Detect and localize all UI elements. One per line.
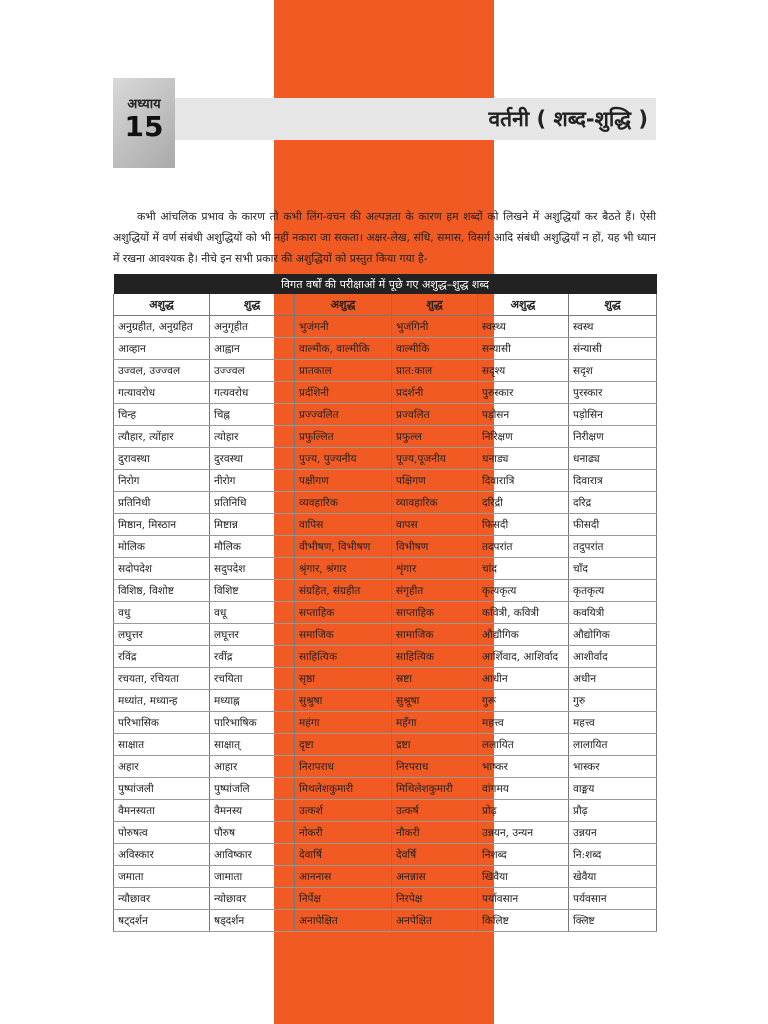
correct-word-cell: कवयित्री <box>569 602 657 624</box>
incorrect-word-cell: वापिस <box>295 514 392 536</box>
incorrect-word-cell: मिष्ठान, मिस्ठान <box>114 514 210 536</box>
incorrect-word-cell: भाष्कर <box>478 756 569 778</box>
correct-word-cell: अनपेक्षित <box>392 910 478 932</box>
incorrect-word-cell: मध्यांत, मध्यान्ह <box>114 690 210 712</box>
incorrect-word-cell: प्रोढ़ <box>478 800 569 822</box>
correct-word-cell: वैमनस्य <box>210 800 295 822</box>
column-header-correct: शुद्ध <box>569 294 657 316</box>
correct-word-cell: फीसदी <box>569 514 657 536</box>
incorrect-word-cell: सुश्रुषा <box>295 690 392 712</box>
table-row <box>114 668 657 690</box>
incorrect-word-cell: गुरू <box>478 690 569 712</box>
incorrect-word-cell: नोकरी <box>295 822 392 844</box>
correct-word-cell: निरीक्षण <box>569 426 657 448</box>
table-body <box>114 316 657 932</box>
correct-word-cell: वाल्मीकि <box>392 338 478 360</box>
table-row <box>114 712 657 734</box>
correct-word-cell: पर्यवसान <box>569 888 657 910</box>
incorrect-word-cell: निशब्द <box>478 844 569 866</box>
correct-word-cell: भास्कर <box>569 756 657 778</box>
correct-word-cell: सुश्रूषा <box>392 690 478 712</box>
correct-word-cell: तदुपरांत <box>569 536 657 558</box>
table-row <box>114 492 657 514</box>
incorrect-word-cell: आर्शिवाद, आशिर्वाद <box>478 646 569 668</box>
correct-word-cell: व्यावहारिक <box>392 492 478 514</box>
correct-word-cell: खेवैया <box>569 866 657 888</box>
correct-word-cell: आह्वान <box>210 338 295 360</box>
incorrect-word-cell: वैमनस्यता <box>114 800 210 822</box>
correct-word-cell: गुरु <box>569 690 657 712</box>
correct-word-cell: वापस <box>392 514 478 536</box>
incorrect-word-cell: ललायित <box>478 734 569 756</box>
intro-text: कभी आंचलिक प्रभाव के कारण तो कभी लिंग-वचन की अल्पज्ञता के कारण हम शब्दों को लिखने में अशुद्धियाँ कर बैठते हैं। ऐसी अशुद्धियों में वर्ण संबंधी अशुद्धियों को भी नहीं नकारा जा सकता। अक्षर-लेख, संधि, समास, विसर्ग आदि संबंधी अशुद्धियाँ न हों, यह भी ध्यान में रखना आवश्यक है। नीचे इन सभी प्रकार की अशुद्धियों को प्रस्तुत किया गया है- <box>113 210 656 265</box>
incorrect-word-cell: प्रर्दशिनी <box>295 382 392 404</box>
incorrect-word-cell: रविंद्र <box>114 646 210 668</box>
table-row <box>114 888 657 910</box>
table-row <box>114 360 657 382</box>
incorrect-word-cell: निरोग <box>114 470 210 492</box>
incorrect-word-cell: अनापेक्षित <box>295 910 392 932</box>
correct-word-cell: भुजंगिनी <box>392 316 478 338</box>
incorrect-word-cell: गत्यावरोध <box>114 382 210 404</box>
correct-word-cell: उत्कर्ष <box>392 800 478 822</box>
table-header-row <box>114 294 657 316</box>
incorrect-word-cell: सदोपदेश <box>114 558 210 580</box>
correct-word-cell: साक्षात् <box>210 734 295 756</box>
incorrect-word-cell: सन्यासी <box>478 338 569 360</box>
correct-word-cell: प्रज्वलित <box>392 404 478 426</box>
incorrect-word-cell: विशिष्ठ, विशोष्ट <box>114 580 210 602</box>
table-row <box>114 800 657 822</box>
table-row <box>114 580 657 602</box>
correct-word-cell: चिह्न <box>210 404 295 426</box>
correct-word-cell: निरपराध <box>392 756 478 778</box>
incorrect-word-cell: वीभीषण, विभीषण <box>295 536 392 558</box>
table-caption: विगत वर्षों की परीक्षाओं में पूछे गए अशुद्ध–शुद्ध शब्द <box>114 274 657 294</box>
incorrect-word-cell: साक्षात <box>114 734 210 756</box>
table-row <box>114 338 657 360</box>
incorrect-word-cell: उत्कर्श <box>295 800 392 822</box>
chapter-number: 15 <box>124 110 164 143</box>
table-row <box>114 382 657 404</box>
incorrect-word-cell: तदपरांत <box>478 536 569 558</box>
correct-word-cell: प्रफुल्ल <box>392 426 478 448</box>
incorrect-word-cell: चिन्ह <box>114 404 210 426</box>
correct-word-cell: लालायित <box>569 734 657 756</box>
correct-word-cell: साप्ताहिक <box>392 602 478 624</box>
table-row <box>114 866 657 888</box>
incorrect-word-cell: महंगा <box>295 712 392 734</box>
correct-word-cell: अनन्नास <box>392 866 478 888</box>
incorrect-word-cell: वाल्मीक, वाल्मीकि <box>295 338 392 360</box>
incorrect-word-cell: सृष्ठा <box>295 668 392 690</box>
correct-word-cell: पौरुष <box>210 822 295 844</box>
incorrect-word-cell: आननास <box>295 866 392 888</box>
incorrect-word-cell: सप्ताहिक <box>295 602 392 624</box>
incorrect-word-cell: भुजंगनी <box>295 316 392 338</box>
incorrect-word-cell: षट्दर्शन <box>114 910 210 932</box>
column-header-incorrect: अशुद्ध <box>295 294 392 316</box>
correct-word-cell: शृंगार <box>392 558 478 580</box>
correct-word-cell: मध्याह्न <box>210 690 295 712</box>
incorrect-word-cell: पुरुस्कार <box>478 382 569 404</box>
incorrect-word-cell: पुज्य, पुज्यनीय <box>295 448 392 470</box>
correct-word-cell: मिथिलेशकुमारी <box>392 778 478 800</box>
table-row <box>114 514 657 536</box>
correct-word-cell: दिवारात्र <box>569 470 657 492</box>
column-header-correct: शुद्ध <box>210 294 295 316</box>
incorrect-word-cell: फिसदी <box>478 514 569 536</box>
correct-word-cell: दरिद्र <box>569 492 657 514</box>
correct-word-cell: धनाढ्य <box>569 448 657 470</box>
correct-word-cell: नीरोग <box>210 470 295 492</box>
correct-word-cell: नौकरी <box>392 822 478 844</box>
correct-word-cell: पड़ोसिन <box>569 404 657 426</box>
correct-word-cell: महँगा <box>392 712 478 734</box>
table-row <box>114 316 657 338</box>
incorrect-word-cell: स्वस्थ्य <box>478 316 569 338</box>
correct-word-cell: न्योछावर <box>210 888 295 910</box>
correct-word-cell: साहित्यिक <box>392 646 478 668</box>
incorrect-word-cell: खिवैया <box>478 866 569 888</box>
incorrect-word-cell: पोरुषत्व <box>114 822 210 844</box>
correct-word-cell: आहार <box>210 756 295 778</box>
incorrect-word-cell: साहित्यिक <box>295 646 392 668</box>
correct-incorrect-words-table <box>113 274 657 932</box>
column-header-incorrect: अशुद्ध <box>478 294 569 316</box>
incorrect-word-cell: आधीन <box>478 668 569 690</box>
incorrect-word-cell: उज्वल, उज्ज्वल <box>114 360 210 382</box>
correct-word-cell: पूज्य,पूजनीय <box>392 448 478 470</box>
table-row <box>114 470 657 492</box>
incorrect-word-cell: आव्हान <box>114 338 210 360</box>
table-row <box>114 536 657 558</box>
correct-word-cell: पक्षिगण <box>392 470 478 492</box>
incorrect-word-cell: मोलिक <box>114 536 210 558</box>
incorrect-word-cell: कवित्री, कवित्री <box>478 602 569 624</box>
incorrect-word-cell: किलिष्ट <box>478 910 569 932</box>
incorrect-word-cell: अहार <box>114 756 210 778</box>
incorrect-word-cell: उन्नयन, उन्यन <box>478 822 569 844</box>
incorrect-word-cell: चांद <box>478 558 569 580</box>
table-row <box>114 602 657 624</box>
incorrect-word-cell: निरापराध <box>295 756 392 778</box>
incorrect-word-cell: जमाता <box>114 866 210 888</box>
incorrect-word-cell: दुरावस्था <box>114 448 210 470</box>
correct-word-cell: स्रष्टा <box>392 668 478 690</box>
correct-word-cell: पुष्पांजलि <box>210 778 295 800</box>
intro-paragraph <box>113 206 656 269</box>
incorrect-word-cell: धनाड्य <box>478 448 569 470</box>
table-row <box>114 404 657 426</box>
correct-word-cell: प्रदर्शनी <box>392 382 478 404</box>
incorrect-word-cell: प्रातकाल <box>295 360 392 382</box>
incorrect-word-cell: वधु <box>114 602 210 624</box>
correct-word-cell: नि:शब्द <box>569 844 657 866</box>
correct-word-cell: सदृश <box>569 360 657 382</box>
incorrect-word-cell: दृष्टा <box>295 734 392 756</box>
correct-word-cell: सदुपदेश <box>210 558 295 580</box>
incorrect-word-cell: प्रज्ज्वलित <box>295 404 392 426</box>
table-row <box>114 558 657 580</box>
incorrect-word-cell: श्रृंगार, श्रंगार <box>295 558 392 580</box>
correct-word-cell: निरपेक्ष <box>392 888 478 910</box>
correct-word-cell: स्वस्थ <box>569 316 657 338</box>
incorrect-word-cell: पर्यावसान <box>478 888 569 910</box>
table-row <box>114 734 657 756</box>
incorrect-word-cell: व्यवहारिक <box>295 492 392 514</box>
incorrect-word-cell: कृत्यकृत्य <box>478 580 569 602</box>
correct-word-cell: देवर्षि <box>392 844 478 866</box>
correct-word-cell: रवींद्र <box>210 646 295 668</box>
table-row <box>114 822 657 844</box>
correct-word-cell: द्रष्टा <box>392 734 478 756</box>
correct-word-cell: मौलिक <box>210 536 295 558</box>
table-row <box>114 448 657 470</box>
correct-word-cell: दुरवस्था <box>210 448 295 470</box>
correct-word-cell: प्रौढ़ <box>569 800 657 822</box>
correct-word-cell: मिष्टान्न <box>210 514 295 536</box>
correct-word-cell: महत्त्व <box>569 712 657 734</box>
incorrect-word-cell: दरिद्री <box>478 492 569 514</box>
table-row <box>114 690 657 712</box>
correct-word-cell: प्रात:काल <box>392 360 478 382</box>
correct-word-cell: आशीर्वाद <box>569 646 657 668</box>
column-header-correct: शुद्ध <box>392 294 478 316</box>
correct-word-cell: कृतकृत्य <box>569 580 657 602</box>
incorrect-word-cell: मिथलेशकुमारी <box>295 778 392 800</box>
incorrect-word-cell: प्रतिनिधी <box>114 492 210 514</box>
table-row <box>114 778 657 800</box>
incorrect-word-cell: समाजिक <box>295 624 392 646</box>
table-row <box>114 426 657 448</box>
incorrect-word-cell: लघुत्तर <box>114 624 210 646</box>
correct-word-cell: गत्यवरोध <box>210 382 295 404</box>
incorrect-word-cell: पक्षीगण <box>295 470 392 492</box>
correct-word-cell: उन्नयन <box>569 822 657 844</box>
incorrect-word-cell: निर्पेक्ष <box>295 888 392 910</box>
table-row <box>114 756 657 778</box>
correct-word-cell: आविष्कार <box>210 844 295 866</box>
correct-word-cell: पारिभाषिक <box>210 712 295 734</box>
correct-word-cell: उज्ज्वल <box>210 360 295 382</box>
correct-word-cell: संन्यासी <box>569 338 657 360</box>
incorrect-word-cell: परिभासिक <box>114 712 210 734</box>
correct-word-cell: औद्योगिक <box>569 624 657 646</box>
incorrect-word-cell: अनुग्रहीत, अनुग्रहित <box>114 316 210 338</box>
correct-word-cell: षड्दर्शन <box>210 910 295 932</box>
correct-word-cell: रचयिता <box>210 668 295 690</box>
incorrect-word-cell: त्यौहार, त्योंहार <box>114 426 210 448</box>
correct-word-cell: चाँद <box>569 558 657 580</box>
incorrect-word-cell: महत्त्व <box>478 712 569 734</box>
incorrect-word-cell: प्रफुल्लित <box>295 426 392 448</box>
correct-word-cell: जामाता <box>210 866 295 888</box>
correct-word-cell: लघूत्तर <box>210 624 295 646</box>
incorrect-word-cell: रचयता, रचियता <box>114 668 210 690</box>
table-row <box>114 910 657 932</box>
table-row <box>114 646 657 668</box>
incorrect-word-cell: संग्रहित, संग्रहीत <box>295 580 392 602</box>
incorrect-word-cell: पुष्पांजली <box>114 778 210 800</box>
incorrect-word-cell: अविस्कार <box>114 844 210 866</box>
chapter-title: वर्तनी ( शब्द-शुद्धि ) <box>488 107 648 131</box>
table-row <box>114 844 657 866</box>
column-header-incorrect: अशुद्ध <box>114 294 210 316</box>
correct-word-cell: विभीषण <box>392 536 478 558</box>
incorrect-word-cell: निरिक्षण <box>478 426 569 448</box>
incorrect-word-cell: सदृश्य <box>478 360 569 382</box>
incorrect-word-cell: पड़ोसन <box>478 404 569 426</box>
correct-word-cell: विशिष्ट <box>210 580 295 602</box>
correct-word-cell: वाङ्मय <box>569 778 657 800</box>
correct-word-cell: वधू <box>210 602 295 624</box>
correct-word-cell: प्रतिनिधि <box>210 492 295 514</box>
correct-word-cell: पुरस्कार <box>569 382 657 404</box>
correct-word-cell: सामाजिक <box>392 624 478 646</box>
correct-word-cell: त्योहार <box>210 426 295 448</box>
incorrect-word-cell: दिवारात्रि <box>478 470 569 492</box>
incorrect-word-cell: देवार्षि <box>295 844 392 866</box>
chapter-badge <box>113 78 175 168</box>
correct-word-cell: अधीन <box>569 668 657 690</box>
words-table-container <box>113 274 656 932</box>
incorrect-word-cell: औद्यौगिक <box>478 624 569 646</box>
chapter-label: अध्याय <box>127 97 161 112</box>
table-row <box>114 624 657 646</box>
correct-word-cell: क्लिष्ट <box>569 910 657 932</box>
incorrect-word-cell: न्यौछावर <box>114 888 210 910</box>
incorrect-word-cell: वांगमय <box>478 778 569 800</box>
correct-word-cell: अनुगृहीत <box>210 316 295 338</box>
correct-word-cell: संगृहीत <box>392 580 478 602</box>
